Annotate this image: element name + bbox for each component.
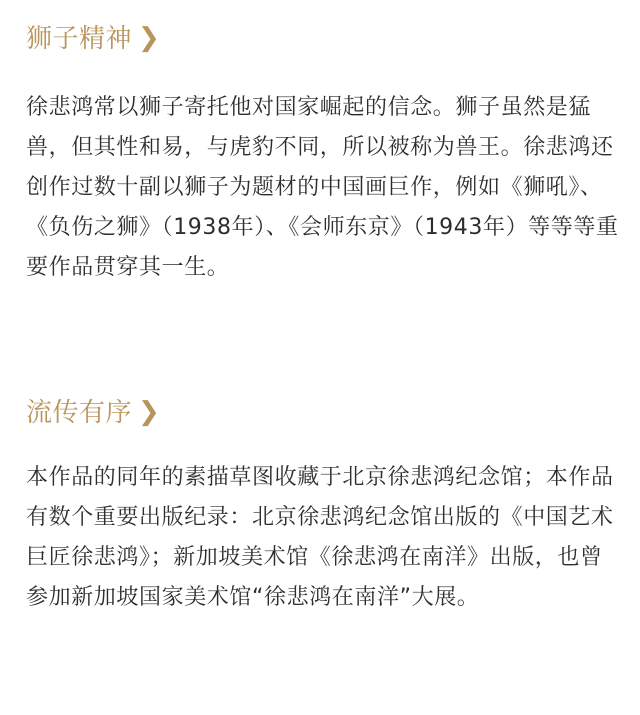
- section-title-lion-spirit[interactable]: [26, 22, 160, 56]
- chevron-right-icon: ❯: [138, 23, 161, 53]
- section-title-text: 狮子精神: [26, 24, 133, 54]
- section-title-text: 流传有序: [26, 398, 133, 428]
- section-body-lion-spirit: 徐悲鸿常以狮子寄托他对国家崛起的信念。狮子虽然是猛兽，但其性和易，与虎豹不同，所以被称为兽王。徐悲鸿还创作过数十副以狮子为题材的中国画巨作，例如《狮吼》、《负伤之狮》（1938年）、《会师东京》（1943年）等等等重要作品贯穿其一生。: [26, 95, 619, 280]
- section-body-provenance: 本作品的同年的素描草图收藏于北京徐悲鸿纪念馆；本作品有数个重要出版纪录：北京徐悲鸿纪念馆出版的《中国艺术巨匠徐悲鸿》；新加坡美术馆《徐悲鸿在南洋》出版，也曾参加新加坡国家美术馆“徐悲鸿在南洋”大展。: [26, 465, 614, 610]
- chevron-right-icon: ❯: [138, 397, 161, 427]
- section-title-provenance[interactable]: [26, 396, 160, 430]
